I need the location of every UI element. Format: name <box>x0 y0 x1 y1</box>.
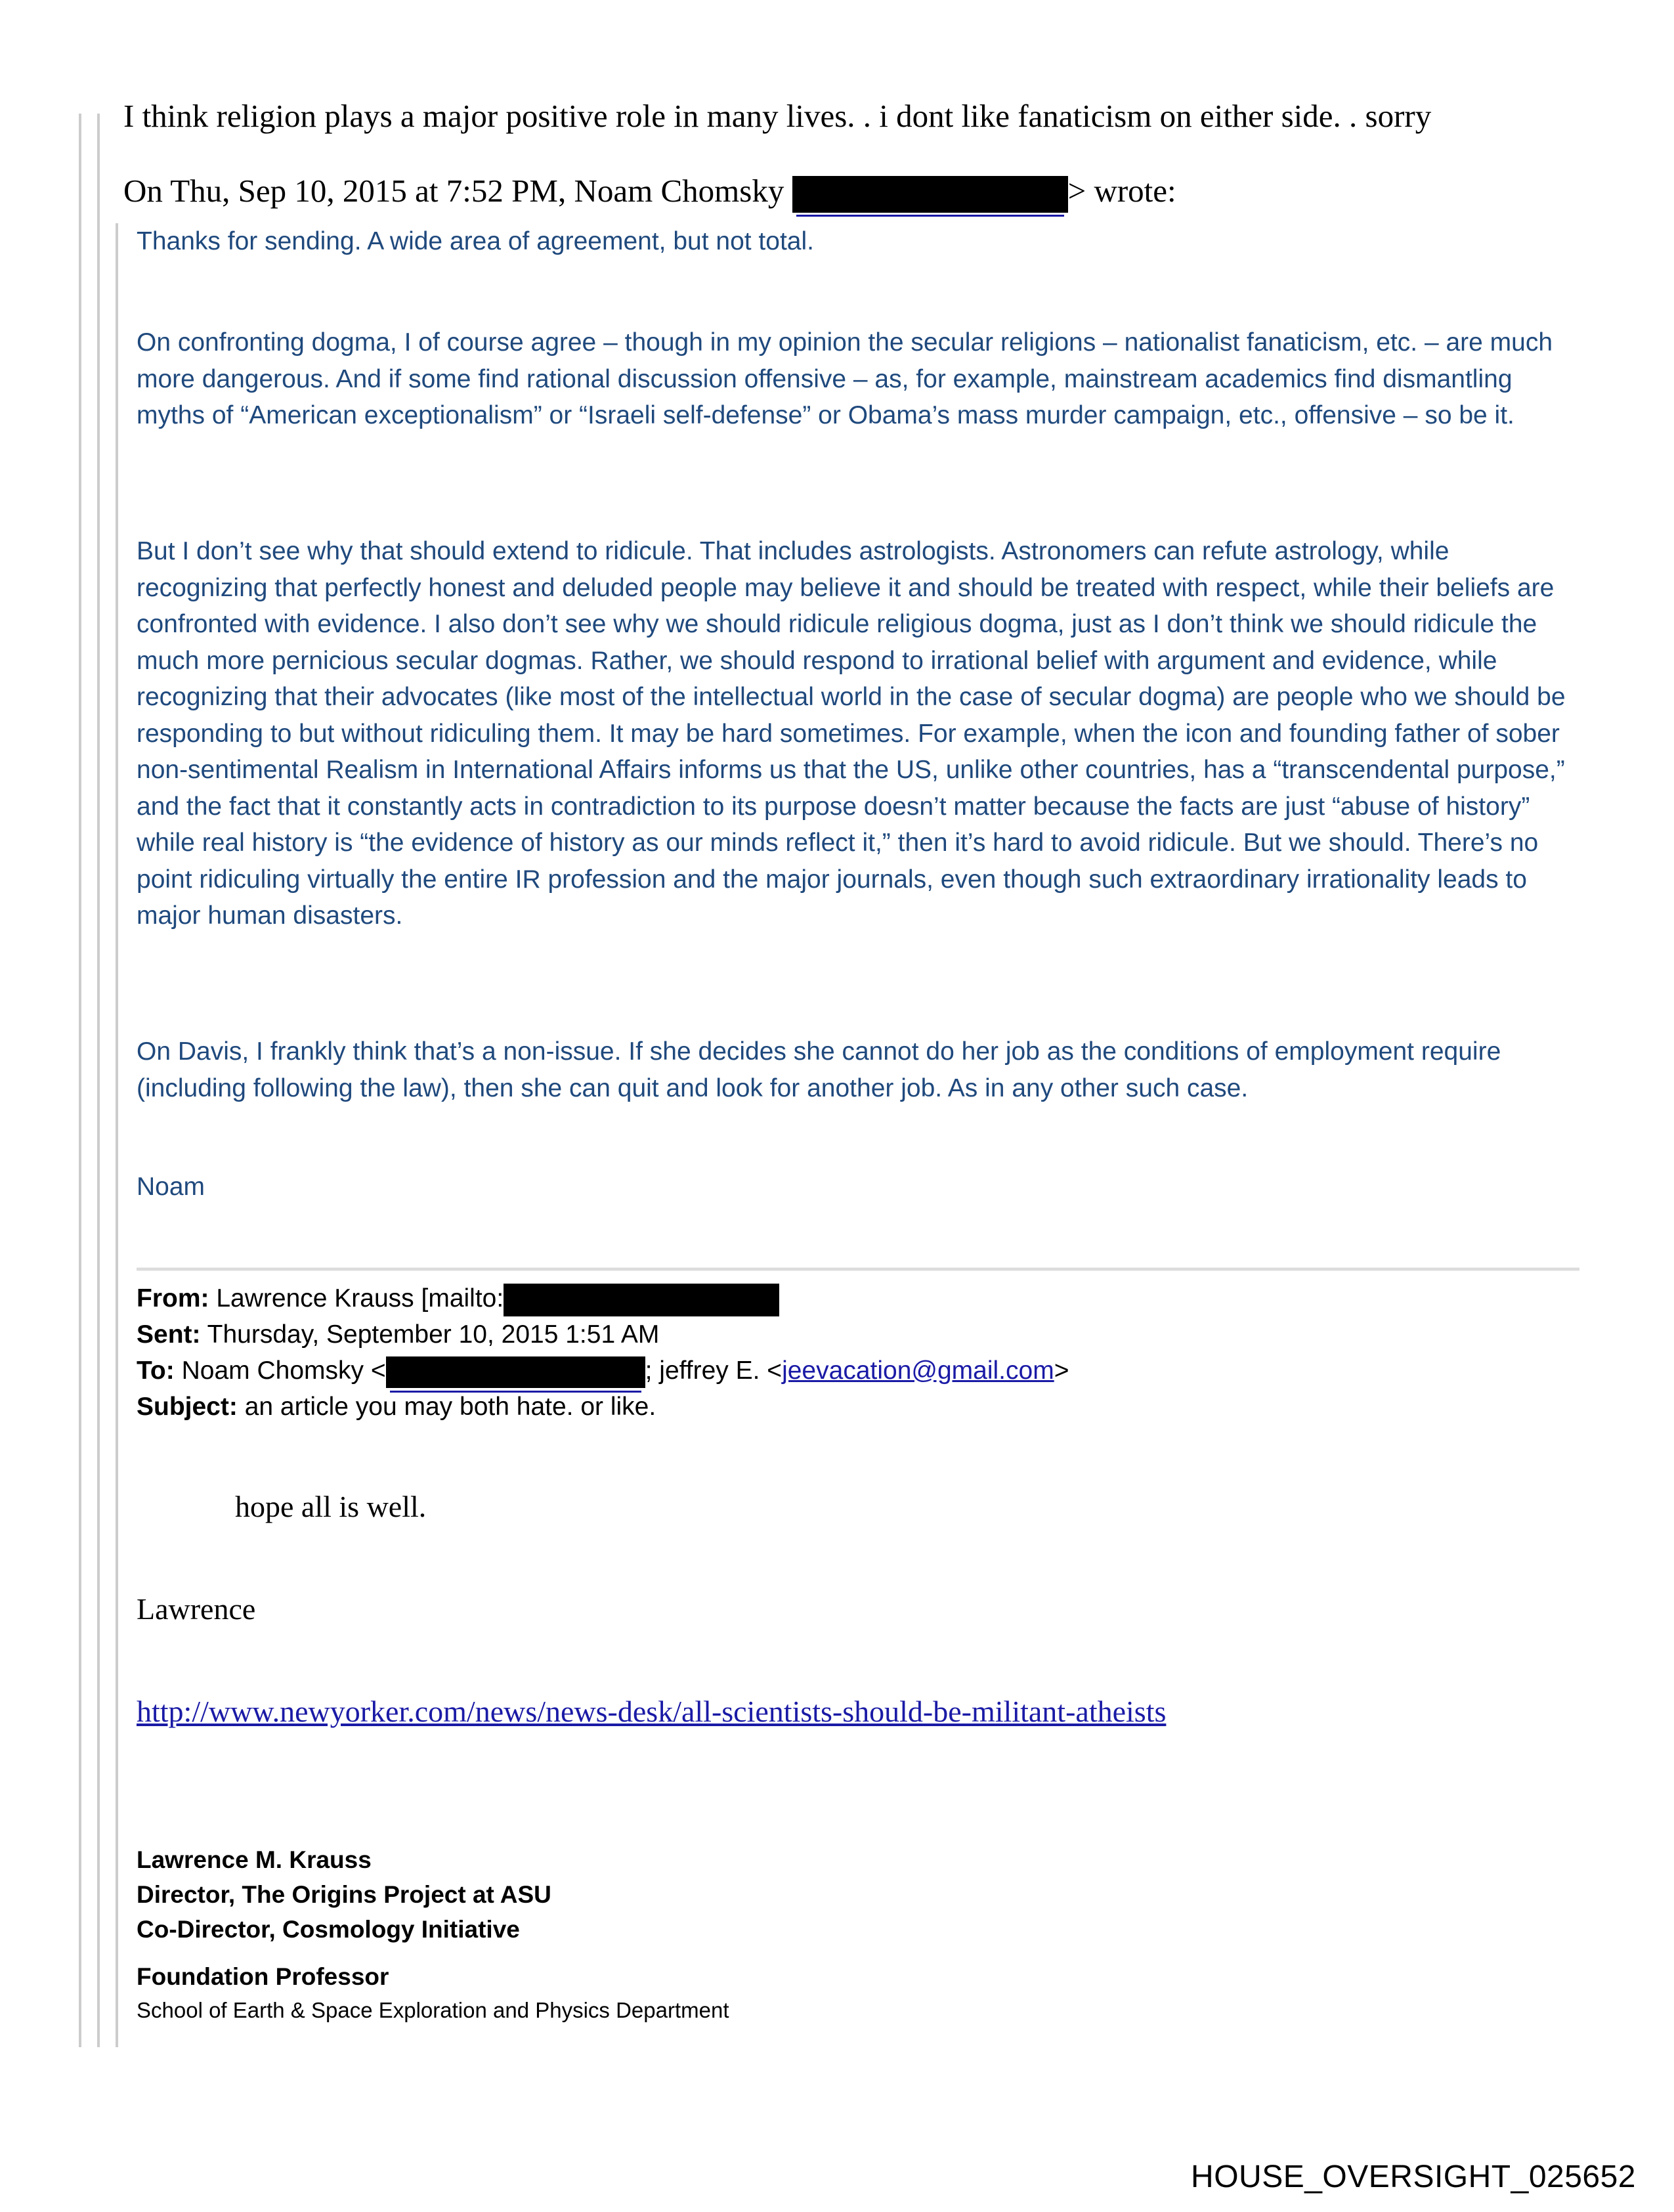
message-divider <box>137 1267 1579 1271</box>
signature-name: Lawrence M. Krauss <box>137 1846 372 1873</box>
to-value-prefix: Noam Chomsky < <box>181 1356 386 1385</box>
signature-block <box>137 1842 551 1947</box>
signature-title: Foundation Professor <box>137 1963 389 1990</box>
signature-title: Co-Director, Cosmology Initiative <box>137 1916 520 1943</box>
email-header <box>137 1280 1069 1425</box>
attribution-prefix: On Thu, Sep 10, 2015 at 7:52 PM, Noam Chomsky <box>123 173 784 209</box>
subject-value: an article you may both hate. or like. <box>244 1393 656 1421</box>
reply-attribution <box>123 172 1176 213</box>
subject-label: Subject: <box>137 1393 238 1421</box>
quoted-paragraph: Noam <box>137 1173 205 1201</box>
sent-row <box>137 1316 1069 1353</box>
redacted-email <box>504 1284 779 1316</box>
email-link[interactable]: jeevacation@gmail.com <box>782 1356 1054 1385</box>
quoted-paragraph: On Davis, I frankly think that’s a non-issue. If she decides she cannot do her job as the conditions of employment require (including following the law), then she can quit and look for another job. As in any other such case. <box>137 1037 1501 1102</box>
sent-label: Sent: <box>137 1320 201 1349</box>
from-label: From: <box>137 1284 209 1312</box>
to-row <box>137 1353 1069 1389</box>
quoted-message <box>137 1033 1581 1106</box>
to-value-mid: ; jeffrey E. < <box>645 1356 783 1385</box>
to-value-suffix: > <box>1054 1356 1069 1385</box>
from-value: Lawrence Krauss [mailto: <box>216 1284 504 1312</box>
sent-value: Thursday, September 10, 2015 1:51 AM <box>207 1320 660 1349</box>
bates-stamp: HOUSE_OVERSIGHT_025652 <box>1191 2159 1636 2194</box>
quote-bar-outer <box>79 114 81 2047</box>
quote-bar-middle <box>97 114 100 2047</box>
signature-department: School of Earth & Space Exploration and Physics Department <box>137 1998 729 2022</box>
from-row <box>137 1280 1069 1316</box>
quoted-paragraph: On confronting dogma, I of course agree – though in my opinion the secular religions – nationalist fanaticism, etc. – are much more dangerous. And if some find rational discussion offensive – as, for example, mainstream academics find dismantling myths of “American exceptionalism” or “Israeli self-defense” or Obama’s mass murder campaign, etc., offensive – so be it. <box>137 328 1553 429</box>
reply-text: I think religion plays a major positive role in many lives. . i dont like fanaticism on either side. . sorry <box>123 98 1432 134</box>
redacted-email <box>792 172 1068 213</box>
quote-bar-inner <box>116 223 118 2047</box>
quoted-paragraph: But I don’t see why that should extend to ridicule. That includes astrologists. Astronomers can refute astrology, while recognizing that perfectly honest and deluded people may believe it and should be treated with respect, while their beliefs are confronted with evidence. I also don’t see why we should ridicule religious dogma, just as I don’t think we should ridicule the much more pernicious secular dogmas. Rather, we should respond to irrational belief with argument and evidence, while recognizing that their advocates (like most of the intellectual world in the case of secular dogma) are people who we should be responding to but without ridiculing them. It may be hard sometimes. For example, when the icon and founding father of sober non-sentimental Realism in International Affairs informs us that the US, unlike other countries, has a “transcendental purpose,” and the fact that it constantly acts in contradiction to its purpose doesn’t matter because the facts are just “abuse of history” while real history is “the evidence of history as our minds reflect it,” then it’s hard to avoid ridicule. But we should. There’s no point ridiculing virtually the entire IR profession and the major journals, even though such extraordinary irrationality leads to major human disasters. <box>137 537 1566 930</box>
article-link[interactable]: http://www.newyorker.com/news/news-desk/all-scientists-should-be-militant-atheists <box>137 1695 1167 1728</box>
quoted-message <box>137 533 1581 934</box>
quoted-message <box>137 324 1581 434</box>
subject-row <box>137 1389 1069 1425</box>
quoted-message <box>137 223 1581 260</box>
signature-title: Director, The Origins Project at ASU <box>137 1881 551 1908</box>
to-label: To: <box>137 1356 175 1385</box>
redacted-email <box>386 1353 645 1389</box>
attribution-suffix: > wrote: <box>1067 173 1176 209</box>
quoted-paragraph: Thanks for sending. A wide area of agreement, but not total. <box>137 227 814 255</box>
greeting-text: hope all is well. <box>235 1490 427 1523</box>
signoff-text: Lawrence <box>137 1592 256 1626</box>
signature-block <box>137 1959 729 2027</box>
quoted-signoff <box>137 1169 1581 1205</box>
